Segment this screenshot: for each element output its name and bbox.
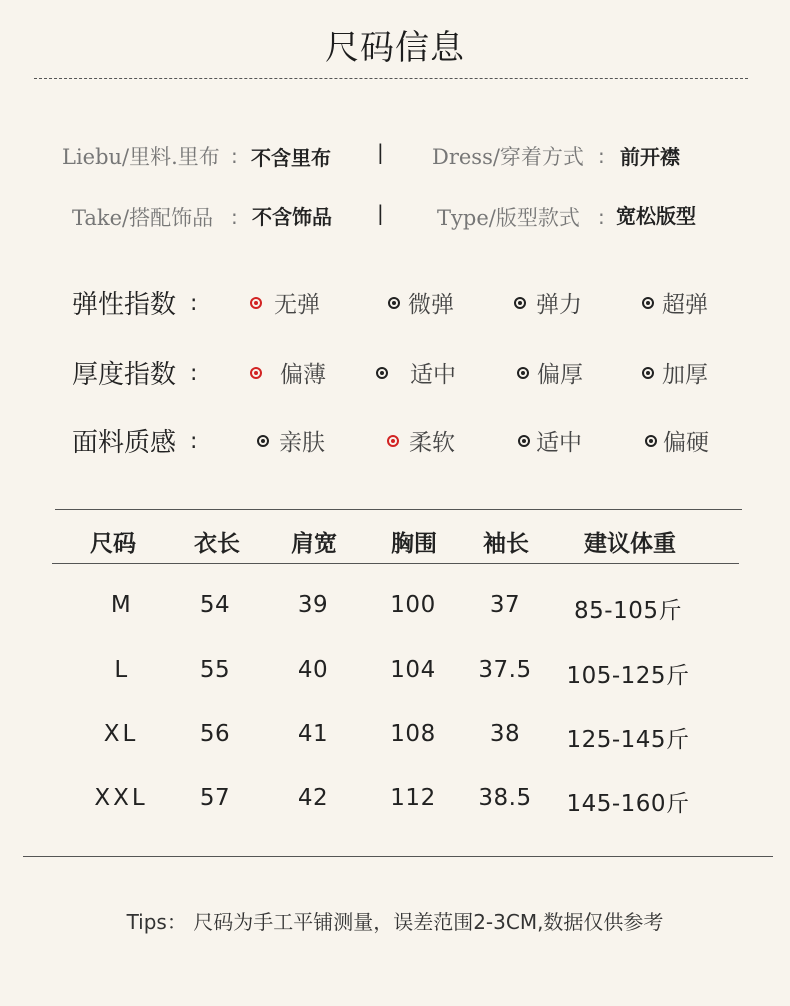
rating-option [642,356,708,389]
radio-icon [388,297,400,309]
rating-colon: : [190,291,198,316]
table-cell: 38.5 [478,785,532,811]
accessory-colon: : [231,205,238,229]
radio-icon [376,367,388,379]
rating-option [250,286,320,319]
table-cell: 54 [199,592,231,618]
table-cell: 85-105斤 [574,598,682,624]
rating-option-label: 适中 [536,430,582,456]
table-cell: 105-125斤 [566,663,690,689]
rating-option-label: 偏厚 [537,362,583,388]
rating-option [250,356,326,389]
rating-colon: : [190,361,198,386]
rating-option [517,356,583,389]
table-cell: 104 [390,657,436,683]
rating-option [388,286,454,319]
radio-selected-icon [250,297,262,309]
table-cell: 39 [297,592,329,618]
type-value: 宽松版型 [616,204,696,228]
rating-label-thickness: 厚度指数 [72,360,177,390]
table-cell: 108 [390,721,436,747]
page-title: 尺码信息 [325,28,465,68]
radio-selected-icon [250,367,262,379]
rating-colon: : [190,429,198,454]
rating-option [645,424,709,457]
table-cell: 55 [199,657,231,683]
radio-icon [645,435,657,447]
rating-option-label: 无弹 [274,292,320,318]
rating-option-label: 适中 [410,362,456,388]
rating-option [387,424,455,457]
type-colon: : [598,205,605,229]
attr-separator: | [377,140,384,164]
wearing-label: Dress/穿着方式 [432,145,584,169]
rating-option-label: 偏硬 [663,430,709,456]
lining-colon: : [231,144,238,168]
rating-option [257,424,325,457]
wearing-colon: : [598,144,605,168]
table-cell: 42 [297,785,329,811]
attr-separator: | [377,201,384,225]
table-cell: 37 [489,592,521,618]
table-cell: 112 [390,785,436,811]
rating-label-elasticity: 弹性指数 [72,290,177,320]
table-header-length: 衣长 [194,530,240,557]
tips-note: Tips： 尺码为手工平铺测量，误差范围2-3CM,数据仅供参考 [126,910,664,934]
table-header-shoulder: 肩宽 [291,530,337,557]
rating-option-label: 超弹 [662,292,708,318]
table-cell: 145-160斤 [566,791,690,817]
rating-option-label: 柔软 [409,430,455,456]
table-cell: 56 [199,721,231,747]
table-bottom-rule [23,856,773,857]
table-cell: 41 [297,721,329,747]
radio-icon [517,367,529,379]
table-header-weight: 建议体重 [584,530,676,557]
accessory-value: 不含饰品 [252,205,332,229]
table-cell-size: XXL [94,785,148,811]
rating-option-label: 偏薄 [280,362,326,388]
rating-option-label: 微弹 [408,292,454,318]
rating-option [376,356,456,389]
table-cell-size: M [110,592,132,618]
accessory-label: Take/搭配饰品 [72,206,214,230]
table-cell-size: L [114,657,128,683]
table-header-bust: 胸围 [391,530,437,557]
type-label: Type/版型款式 [437,206,580,230]
table-top-rule [55,509,742,510]
radio-icon [518,435,530,447]
rating-option-label: 加厚 [662,362,708,388]
table-header-size: 尺码 [90,530,136,557]
table-header-sleeve: 袖长 [483,530,529,557]
table-cell: 38 [489,721,521,747]
table-cell: 100 [390,592,436,618]
radio-icon [257,435,269,447]
lining-value: 不含里布 [251,146,331,170]
title-divider [34,78,748,79]
lining-label: Liebu/里料.里布 [62,145,220,169]
table-cell: 125-145斤 [566,727,690,753]
table-cell: 40 [297,657,329,683]
table-header-rule [52,563,739,564]
rating-option [642,286,708,319]
rating-option-label: 亲肤 [279,430,325,456]
radio-icon [514,297,526,309]
rating-option [514,286,582,319]
rating-option-label: 弹力 [536,292,582,318]
table-cell: 37.5 [478,657,532,683]
rating-label-texture: 面料质感 [72,428,177,458]
rating-option [518,424,582,457]
radio-selected-icon [387,435,399,447]
wearing-value: 前开襟 [620,145,680,169]
radio-icon [642,297,654,309]
table-cell-size: XL [103,721,139,747]
radio-icon [642,367,654,379]
table-cell: 57 [199,785,231,811]
